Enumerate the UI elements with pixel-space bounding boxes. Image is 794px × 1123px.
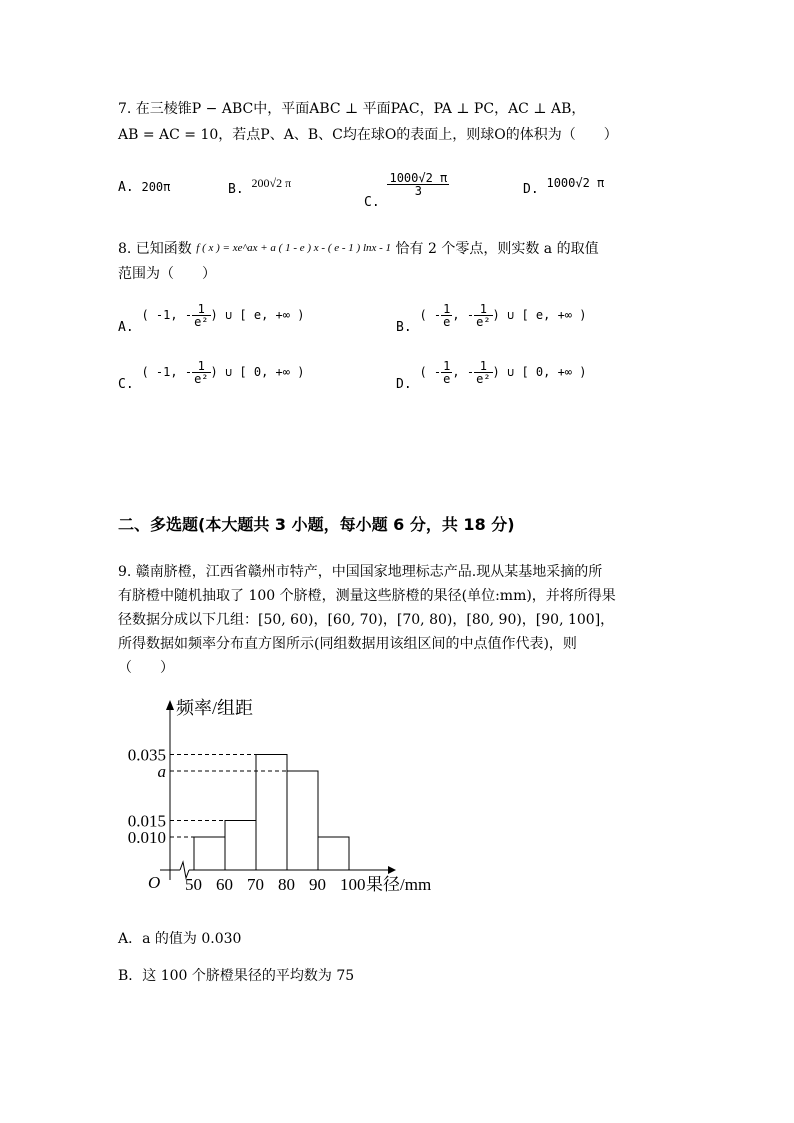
q8-option-b-num1: 1 [443,302,451,316]
q9-option-a[interactable]: A．a 的值为 0.030 [118,931,242,947]
q9-line3: 径数据分成以下几组：[50, 60)，[60, 70)，[70, 80)，[80, 90)，[90, 100]， [118,612,615,628]
y-axis-label: 频率/组距 [176,698,254,718]
q8-option-d[interactable] [396,359,587,392]
q8-option-b-label: B. [396,320,412,335]
q8-option-c-den: e² [194,372,209,386]
y-tick-label: 0.015 [127,811,166,831]
q8-option-d-num1: 1 [443,359,451,373]
histogram-bar [318,837,349,870]
q8-option-d-den2: e² [476,372,491,386]
x-tick-label: 80 [278,875,295,894]
q8-option-b-fraction2 [474,303,492,328]
q8-option-b-den1: e [443,315,451,329]
q7-option-a-label: A. [118,180,134,195]
x-tick-label: 90 [309,875,326,894]
q7-line1: 7. 在三棱锥P − ABC中，平面ABC ⊥ 平面PAC，PA ⊥ PC，AC ⊥ AB， [118,101,586,117]
x-tick-label: 70 [247,875,264,894]
q8-formula: f ( x ) = xe^ax + a ( 1 - e ) x - ( e - 1 ) lnx - 1 [196,242,392,254]
q7-option-d-label: D. [523,182,539,197]
q8-option-d-right: ) ∪ [ 0, +∞ ) [492,365,587,379]
q7-option-b[interactable] [228,176,292,197]
q8-option-c-right: ) ∪ [ 0, +∞ ) [210,365,305,379]
x-axis-arrow [388,866,396,874]
q7-option-c-denominator: 3 [414,184,422,198]
q8-option-d-den1: e [443,372,451,386]
y-axis-arrow [166,700,174,710]
histogram-chart [110,690,470,900]
q8-suffix: 恰有 2 个零点，则实数 a 的取值 [395,241,599,257]
q8-option-d-num2: 1 [474,360,492,373]
q9-line1: 9. 赣南脐橙，江西省赣州市特产，中国国家地理标志产品.现从某基地采摘的所 [118,564,603,580]
q7-option-b-label: B. [228,182,244,197]
q7-option-c-label: C. [364,195,380,210]
q7-option-d-value: 1000√2 π [546,176,605,190]
q8-option-a[interactable] [118,302,305,335]
x-tick-label: 60 [216,875,233,894]
q8-option-c[interactable] [118,359,305,392]
q8-option-d-fraction1 [441,360,452,385]
q7-option-a-value: 200π [141,180,171,194]
section-title: 二、多选题(本大题共 3 小题，每小题 6 分，共 18 分) [118,515,515,534]
histogram-bar [225,821,256,871]
q8-option-c-left: ( -1, - [141,365,193,379]
x-tick-label: 100 [340,875,366,894]
q8-option-b-right: ) ∪ [ e, +∞ ) [492,308,587,322]
q9-option-b[interactable]: B．这 100 个脐橙果径的平均数为 75 [118,968,355,984]
y-tick-label: 0.010 [127,828,166,847]
histogram-bar [256,755,287,871]
q9-line5: （ ） [118,660,174,676]
histogram-bar [287,771,318,870]
q7-option-a[interactable] [118,180,170,195]
q8-option-c-num: 1 [192,360,210,373]
q7-option-c[interactable] [364,171,449,210]
origin-label: O [148,873,161,892]
q8-option-a-den: e² [194,315,209,329]
q8-option-a-fraction [192,303,210,328]
q9-line4: 所得数据如频率分布直方图所示(同组数据用该组区间的中点值作代表)，则 [118,636,577,652]
q8-option-b-fraction1 [441,303,452,328]
x-axis-label: 果径/mm [366,875,432,894]
q8-line2: 范围为（ ） [118,266,216,282]
histogram-bar [194,837,225,870]
q8-option-d-label: D. [396,377,412,392]
q8-line1 [118,238,599,258]
q8-option-a-left: ( -1, - [141,308,193,322]
q8-option-b-num2: 1 [474,303,492,316]
q8-option-c-fraction [192,360,210,385]
q8-option-a-num: 1 [192,303,210,316]
q9-line2: 有脐橙中随机抽取了 100 个脐橙，测量这些脐橙的果径(单位:mm)，并将所得果 [118,588,616,604]
x-tick-label: 50 [185,875,202,894]
q7-option-c-fraction [387,172,449,197]
y-tick-label: a [157,762,166,781]
q8-option-c-label: C. [118,377,134,392]
q8-option-d-left: ( - [419,365,442,379]
q7-option-b-value: 200√2 π [251,176,292,190]
q7-option-c-numerator: 1000√2 π [389,171,448,185]
q8-prefix: 8. 已知函数 [118,241,192,257]
q8-option-b-mid: , - [452,308,475,322]
q8-option-b-left: ( - [419,308,442,322]
q8-option-d-mid: , - [452,365,475,379]
q7-line2: AB = AC = 10，若点P、A、B、C均在球O的表面上，则球O的体积为（ ） [118,127,618,143]
q8-option-b[interactable] [396,302,587,335]
q8-option-a-label: A. [118,320,134,335]
y-tick-label: 0.035 [127,745,166,765]
q8-option-d-fraction2 [474,360,492,385]
q7-option-d[interactable] [523,176,605,197]
q8-option-a-right: ) ∪ [ e, +∞ ) [210,308,305,322]
q8-option-b-den2: e² [476,315,491,329]
